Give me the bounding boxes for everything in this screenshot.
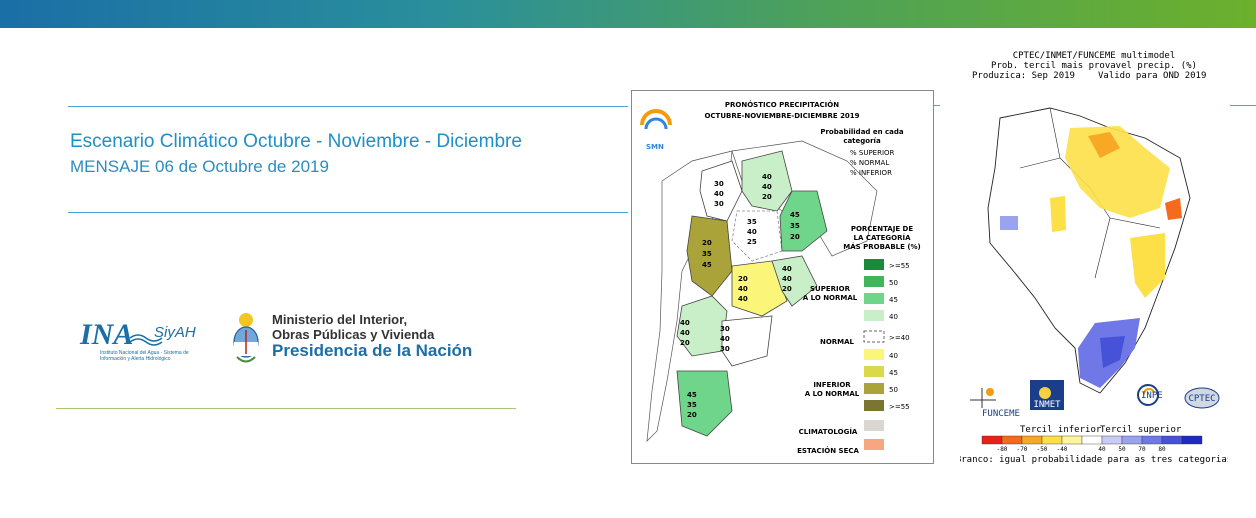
ina-logo-subtext: Instituto Nacional del Agua · Sistema de Información y Alerta Hidrológico [100, 350, 189, 362]
colorbar-cell [1122, 436, 1142, 444]
region-c [732, 211, 782, 261]
colorbar-label-inferior: Tercil inferior [1020, 425, 1102, 435]
label-pat-n-2: 40 [680, 329, 690, 337]
label-nc-1: 40 [762, 173, 772, 181]
funceme-logo-text: FUNCEME [982, 409, 1020, 419]
colorbar-tick: 50 [1118, 446, 1126, 453]
ministry-name-line2: Obras Públicas y Vivienda [272, 327, 435, 342]
colorbar-tick: -70 [1016, 446, 1028, 453]
superior-label-1: SUPERIOR [810, 285, 850, 293]
superior-label-2: A LO NORMAL [802, 294, 858, 302]
legend-value-sup_40: 40 [889, 313, 898, 321]
legend-head-1: Probabilidad en cada [820, 128, 904, 136]
rule-bottom [56, 408, 516, 409]
cptec-logo [1185, 388, 1219, 408]
legend-value-sup_50: 50 [889, 279, 898, 287]
label-ne-1: 45 [790, 211, 800, 219]
rule-middle [68, 212, 628, 213]
siyah-logo-text: SiyAH [154, 324, 196, 341]
smn-map-title-2: OCTUBRE-NOVIEMBRE-DICIEMBRE 2019 [704, 112, 860, 120]
ina-siyah-logo [80, 312, 210, 372]
legend-swatch-inf_50 [864, 383, 884, 394]
legend-value-inf_55: >=55 [889, 403, 910, 411]
normal-label: NORMAL [819, 338, 855, 346]
funceme-logo [970, 388, 1020, 419]
colorbar-tick: -80 [996, 446, 1008, 453]
label-c-1: 35 [747, 218, 757, 226]
cptec-forecast-map [960, 48, 1228, 468]
legend-swatch-norm_40 [864, 331, 884, 342]
colorbar-tick: 40 [1098, 446, 1106, 453]
label-pampa-3: 40 [738, 295, 748, 303]
estacion-seca-label: ESTACIÓN SECA [797, 447, 859, 455]
legend-swatch-inf_45 [864, 366, 884, 377]
page-subtitle: MENSAJE 06 de Octubre de 2019 [70, 157, 329, 176]
inferior-label-1: INFERIOR [813, 381, 851, 389]
label-pat-n-1: 40 [680, 319, 690, 327]
colorbar-cell [1162, 436, 1182, 444]
label-pat-c-1: 30 [720, 325, 730, 333]
inpe-logo-text: INPE [1141, 391, 1163, 401]
pct-title-2: LA CATEGORÍA [853, 234, 911, 242]
legend-cat-2: % NORMAL [850, 159, 890, 167]
legend-swatch-inf_55 [864, 400, 884, 411]
rule-right-b [1230, 105, 1256, 106]
page-title: Escenario Climático Octubre - Noviembre - Diciembre [70, 131, 522, 152]
colorbar-cell [1102, 436, 1122, 444]
presidencia-text: Presidencia de la Nación [272, 341, 473, 360]
colorbar-cell [1022, 436, 1042, 444]
cptec-header-3b: Valido para OND 2019 [1098, 71, 1207, 81]
colorbar-tick: 80 [1158, 446, 1166, 453]
cptec-header-2: Prob. tercil mais provavel precip. (%) [991, 61, 1197, 71]
colorbar-cell [1142, 436, 1162, 444]
label-pat-c-2: 40 [720, 335, 730, 343]
label-litoral-3: 20 [782, 285, 792, 293]
label-ne-2: 35 [790, 222, 800, 230]
cptec-header-3a: Produzica: Sep 2019 [972, 71, 1075, 81]
colorbar-tick: -50 [1036, 446, 1048, 453]
inpe-logo [1138, 385, 1163, 405]
pct-title-1: PORCENTAJE DE [850, 225, 914, 233]
label-nc-3: 20 [762, 193, 772, 201]
legend-swatch-estacion_seca [864, 439, 884, 450]
inmet-logo [1030, 380, 1064, 410]
label-nc-2: 40 [762, 183, 772, 191]
wet-area-west [1000, 216, 1018, 230]
legend-value-sup_55: >=55 [889, 262, 910, 270]
legend-cat-1: % SUPERIOR [850, 149, 895, 157]
rule-top [68, 106, 628, 107]
legend-swatch-climatologia [864, 420, 884, 431]
colorbar-cell [1042, 436, 1062, 444]
label-c-2: 40 [747, 228, 757, 236]
ina-logo-text: INA [80, 318, 134, 351]
smn-logo [642, 111, 670, 151]
inmet-logo-text: INMET [1033, 400, 1061, 410]
label-pampa-1: 20 [738, 275, 748, 283]
legend-swatch-sup_50 [864, 276, 884, 287]
inferior-label-2: A LO NORMAL [804, 390, 860, 398]
label-nw-2: 40 [714, 190, 724, 198]
label-c-3: 25 [747, 238, 757, 246]
ministry-logo [228, 310, 528, 370]
legend-value-sup_45: 45 [889, 296, 898, 304]
smn-forecast-map [631, 90, 934, 464]
ministry-name-line1: Ministerio del Interior, [272, 312, 408, 327]
top-gradient-bar [0, 0, 1256, 28]
label-pat-n-3: 20 [680, 339, 690, 347]
legend-cat-3: % INFERIOR [850, 169, 892, 177]
legend-value-inf_50: 50 [889, 386, 898, 394]
colorbar-cell [1002, 436, 1022, 444]
label-nw-3: 30 [714, 200, 724, 208]
cptec-header-1: CPTEC/INMET/FUNCEME multimodel [1012, 51, 1176, 61]
colorbar-cell [1182, 436, 1202, 444]
pct-title-3: MÁS PROBABLE (%) [843, 243, 921, 251]
label-pat-s-2: 35 [687, 401, 697, 409]
dry-area-west [1050, 196, 1066, 232]
label-litoral-2: 40 [782, 275, 792, 283]
climatologia-label: CLIMATOLOGÍA [798, 428, 858, 436]
label-pat-s-3: 20 [687, 411, 697, 419]
national-coat-of-arms-icon [228, 310, 264, 366]
label-cuyo-1: 20 [702, 239, 712, 247]
legend-swatch-sup_40 [864, 310, 884, 321]
colorbar [982, 436, 1202, 453]
legend-swatch-sup_45 [864, 293, 884, 304]
colorbar-cell [1082, 436, 1102, 444]
label-pat-c-3: 30 [720, 345, 730, 353]
legend-swatch-sup_55 [864, 259, 884, 270]
region-pat-s [677, 371, 732, 436]
label-cuyo-2: 35 [702, 250, 712, 258]
smn-map-title-1: PRONÓSTICO PRECIPITACIÓN [724, 101, 840, 109]
colorbar-tick: -40 [1056, 446, 1068, 453]
colorbar-tick: 70 [1138, 446, 1146, 453]
legend-value-inf_45: 45 [889, 369, 898, 377]
label-cuyo-3: 45 [702, 261, 712, 269]
colorbar-cell [1062, 436, 1082, 444]
legend-value-norm_40: >=40 [889, 334, 910, 342]
colorbar-footer: Branco: igual probabilidade para as tres categorias [960, 455, 1228, 465]
label-ne-3: 20 [790, 233, 800, 241]
legend-swatch-inf_40 [864, 349, 884, 360]
legend-value-inf_40: 40 [889, 352, 898, 360]
colorbar-label-superior: Tercil superior [1100, 425, 1182, 435]
cptec-logo-text: CPTEC [1188, 394, 1216, 404]
label-litoral-1: 40 [782, 265, 792, 273]
label-nw-1: 30 [714, 180, 724, 188]
colorbar-cell [982, 436, 1002, 444]
label-pat-s-1: 45 [687, 391, 697, 399]
label-pampa-2: 40 [738, 285, 748, 293]
legend-head-2: categoría [843, 137, 881, 145]
smn-logo-text: SMN [646, 143, 664, 151]
